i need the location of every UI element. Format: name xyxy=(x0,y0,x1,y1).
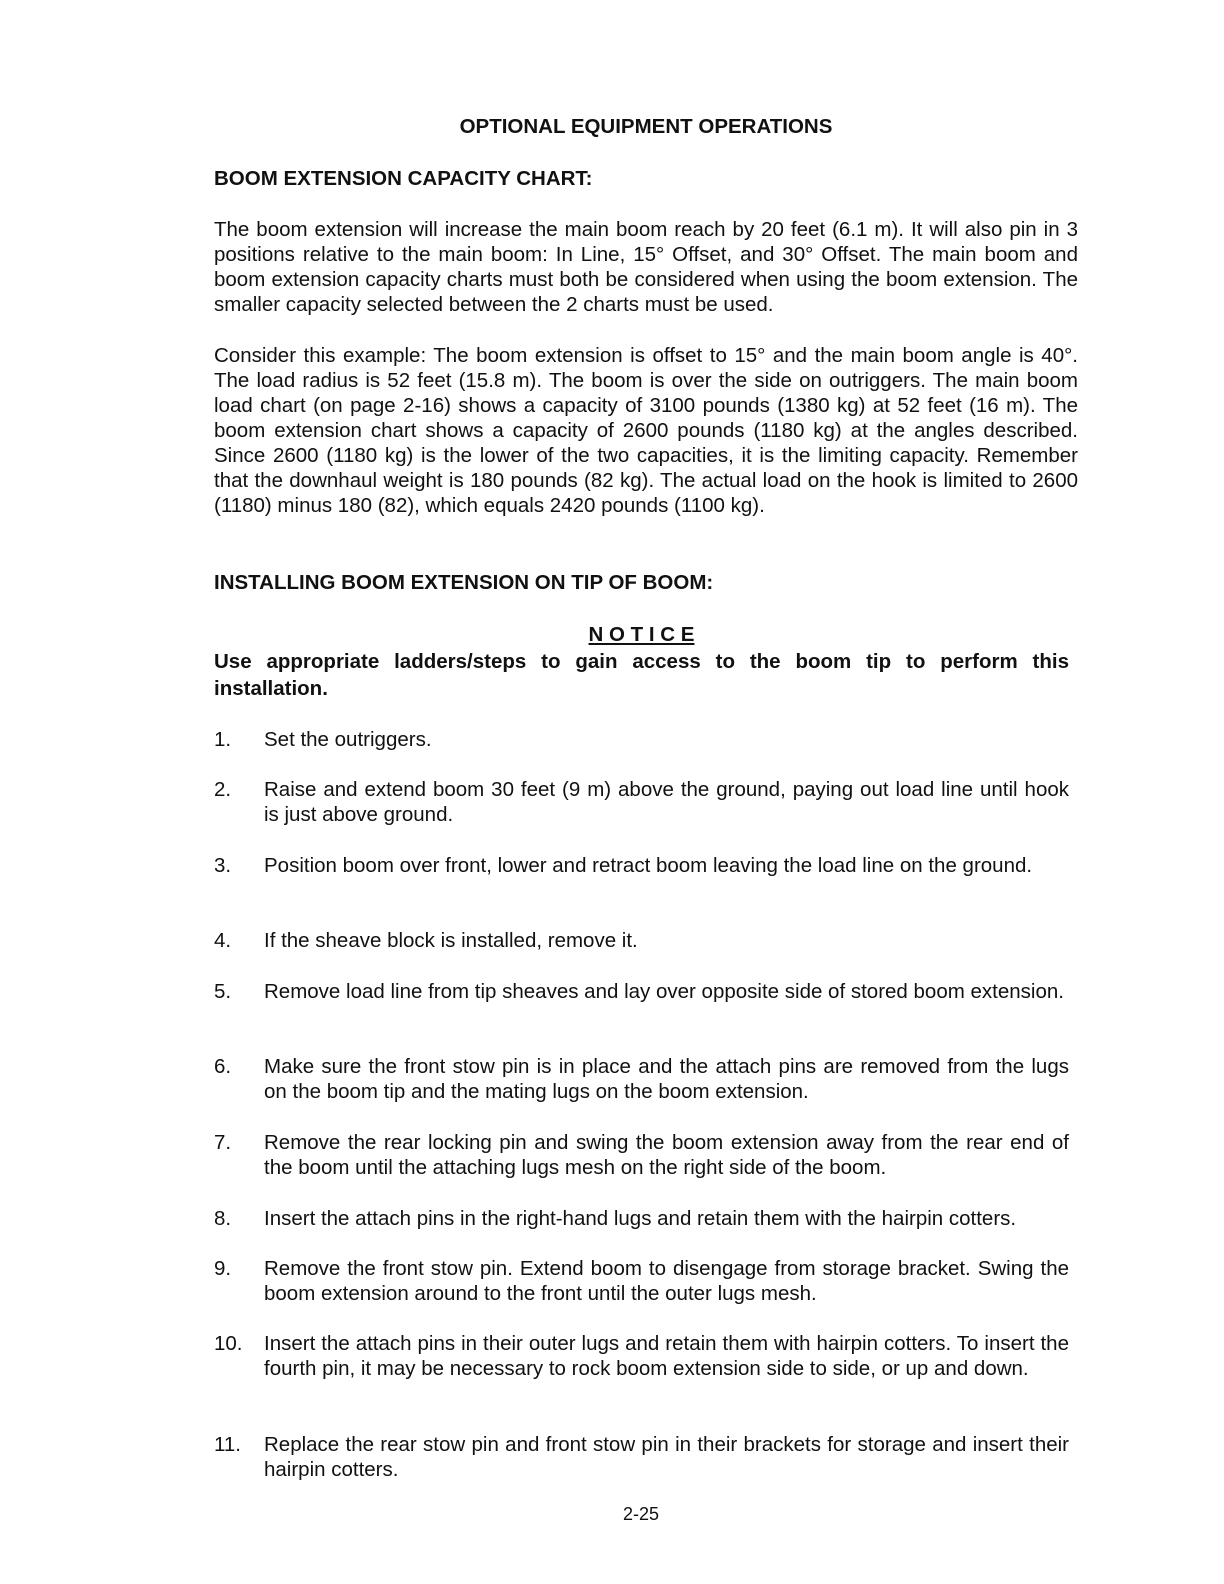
capacity-chart-heading: BOOM EXTENSION CAPACITY CHART: xyxy=(214,167,593,190)
step-number: 4. xyxy=(214,929,232,952)
example-paragraph: Consider this example: The boom extension is offset to 15° and the main boom angle is 40°. The load radius is 52 feet (15.8 m). The boom is over the side on outriggers. The main boom load chart (on page 2-16) shows a capacity of 3100 pounds (1380 kg) at 52 feet (16 m). The boom extension chart shows a capacity of 2600 pounds (1180 kg) at the angles described. Since 2600 (1180 kg) is the lower of the two capacities, it is the limiting capacity. Remember that the downhaul weight is 180 pounds (82 kg). The actual load on the hook is limited to 2600 (1180) minus 180 (82), which equals 2420 pounds (1100 kg). xyxy=(214,344,1078,517)
step-number: 7. xyxy=(214,1131,232,1154)
notice-body: Use appropriate ladders/steps to gain access to the boom tip to perform this installation. xyxy=(214,650,1069,700)
step-text: Make sure the front stow pin is in place and the attach pins are removed from the lugs on the boom tip and the mating lugs on the boom extension. xyxy=(264,1055,1069,1103)
step-text: Remove the front stow pin. Extend boom to disengage from storage bracket. Swing the boom extension around to the front until the outer lugs mesh. xyxy=(264,1257,1069,1305)
step-number: 2. xyxy=(214,778,232,801)
step-number: 10. xyxy=(214,1332,243,1355)
step-text: Position boom over front, lower and retract boom leaving the load line on the ground. xyxy=(264,854,1033,877)
page-number: 2-25 xyxy=(622,1504,660,1524)
step-text: Raise and extend boom 30 feet (9 m) above the ground, paying out load line until hook is just above ground. xyxy=(264,778,1069,826)
step-text: Remove load line from tip sheaves and lay over opposite side of stored boom extension. xyxy=(264,980,1064,1003)
step-text: Set the outriggers. xyxy=(264,728,432,751)
step-text: Insert the attach pins in the right-hand lugs and retain them with the hairpin cotters. xyxy=(264,1207,1017,1230)
step-number: 9. xyxy=(214,1257,232,1280)
step-number: 1. xyxy=(214,728,232,751)
notice-title: N O T I C E xyxy=(588,623,695,646)
step-number: 3. xyxy=(214,854,232,877)
step-number: 6. xyxy=(214,1055,232,1078)
page-title: OPTIONAL EQUIPMENT OPERATIONS xyxy=(459,115,833,138)
step-text: If the sheave block is installed, remove it. xyxy=(264,929,638,952)
step-text: Insert the attach pins in their outer lugs and retain them with hairpin cotters. To insert the fourth pin, it may be necessary to rock boom extension side to side, or up and down. xyxy=(264,1332,1069,1380)
step-number: 5. xyxy=(214,980,232,1003)
step-text: Remove the rear locking pin and swing the boom extension away from the rear end of the boom until the attaching lugs mesh on the right side of the boom. xyxy=(264,1131,1069,1179)
step-number: 11. xyxy=(214,1433,241,1456)
step-text: Replace the rear stow pin and front stow pin in their brackets for storage and insert their hairpin cotters. xyxy=(264,1433,1069,1481)
boom-extension-intro-paragraph: The boom extension will increase the main boom reach by 20 feet (6.1 m). It will also pin in 3 positions relative to the main boom: In Line, 15° Offset, and 30° Offset. The main boom and boom extension capacity charts must both be considered when using the boom extension. The smaller capacity selected between the 2 charts must be used. xyxy=(214,218,1078,316)
step-number: 8. xyxy=(214,1207,232,1230)
installing-heading: INSTALLING BOOM EXTENSION ON TIP OF BOOM: xyxy=(214,571,714,594)
